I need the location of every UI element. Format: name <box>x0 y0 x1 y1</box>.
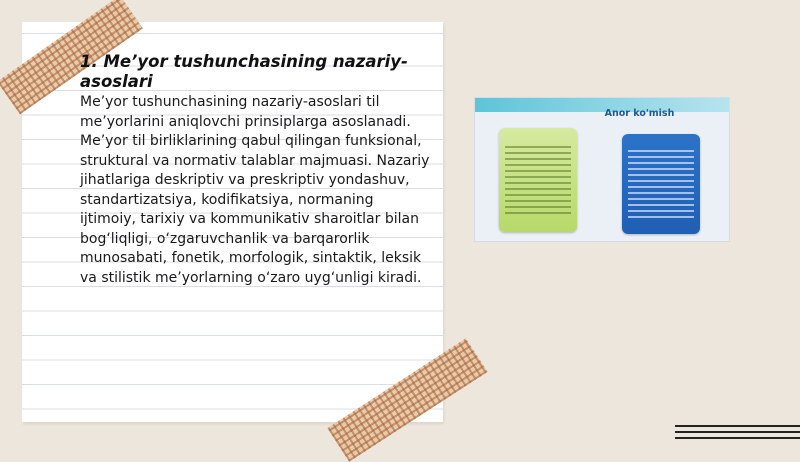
slide-title: Anor ko'mish <box>604 108 675 119</box>
page-title: 1. Me’yor tushunchasining nazariy-asoslari <box>80 52 408 91</box>
decorative-lines <box>675 425 800 445</box>
blue-scroll-shape <box>622 134 700 234</box>
body-paragraph: Me’yor tushunchasining nazariy-asoslari til me’yorlarini aniqlovchi prinsiplarga asoslanadi. Me’yor til birliklarining qabul qilingan funksional, struktural va normativ talablar majmuasi. Nazariy jihatlariga deskriptiv va preskriptiv yondashuv, standartizatsiya, kodifikatsiya, normaning ijtimoiy, tarixiy va kommunikativ sharoitlar bilan bog‘liqligi, o‘zgaruvchanlik va barqarorlik munosabati, fonetik, morfologik, sintaktik, leksik va stilistik me’yorlarning o‘zaro uyg‘unligi kiradi. <box>80 94 430 286</box>
green-scroll-shape <box>499 128 577 232</box>
embedded-slide-image <box>474 97 730 242</box>
